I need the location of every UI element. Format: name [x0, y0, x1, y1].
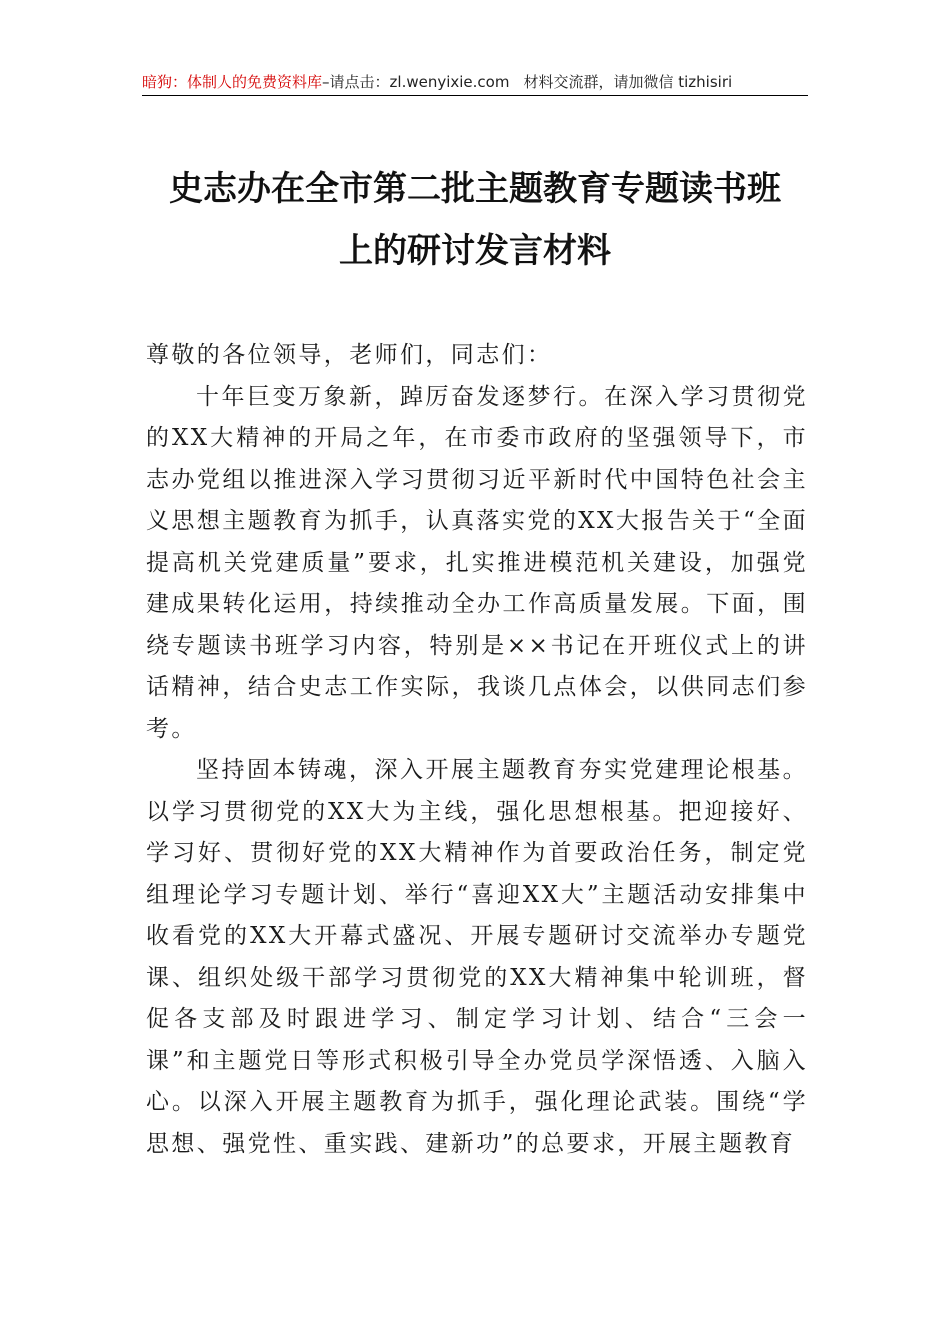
site-header-banner: [142, 70, 808, 94]
header-link-url[interactable]: zl.wenyixie.com: [389, 73, 510, 91]
header-divider: [142, 95, 808, 96]
paragraph-1: 十年巨变万象新，踔厉奋发逐梦行。在深入学习贯彻党的XX大精神的开局之年，在市委市政府的坚强领导下，市志办党组以推进深入学习贯彻习近平新时代中国特色社会主义思想主题教育为抓手，认真落实党的XX大报告关于“全面提高机关党建质量”要求，扎实推进模范机关建设，加强党建成果转化运用，持续推动全办工作高质量发展。下面，围绕专题读书班学习内容，特别是××书记在开班仪式上的讲话精神，结合史志工作实际，我谈几点体会，以供同志们参考。: [146, 383, 808, 742]
title-line-1: 史志办在全市第二批主题教育专题读书班: [169, 169, 781, 209]
title-line-2: 上的研讨发言材料: [339, 231, 611, 271]
document-body: [146, 335, 808, 1165]
header-group-note: 材料交流群，请加微信 tizhisiri: [523, 73, 733, 91]
header-brand: 暗狗：体制人的免费资料库: [142, 73, 323, 91]
header-link-prompt: –请点击：: [322, 73, 390, 91]
salutation: 尊敬的各位领导，老师们，同志们：: [146, 342, 553, 368]
paragraph-2: 坚持固本铸魂，深入开展主题教育夯实党建理论根基。以学习贯彻党的XX大为主线，强化思想根基。把迎接好、学习好、贯彻好党的XX大精神作为首要政治任务，制定党组理论学习专题计划、举行“喜迎XX大”主题活动安排集中收看党的XX大开幕式盛况、开展专题研讨交流举办专题党课、组织处级干部学习贯彻党的XX大精神集中轮训班，督促各支部及时跟进学习、制定学习计划、结合“三会一课”和主题党日等形式积极引导全办党员学深悟透、入脑入心。以深入开展主题教育为抓手，强化理论武装。围绕“学思想、强党性、重实践、建新功”的总要求，开展主题教育: [146, 757, 808, 1157]
document-title: [100, 158, 850, 282]
